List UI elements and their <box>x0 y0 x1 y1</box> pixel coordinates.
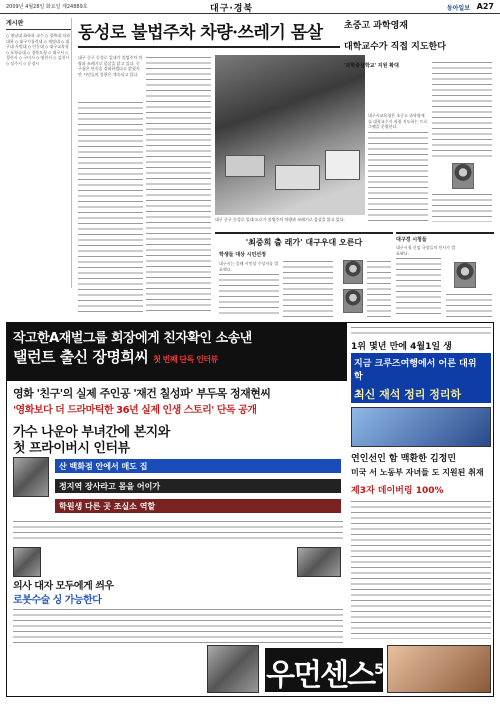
ad-right-box1 <box>351 353 491 403</box>
mid-box-lines3 <box>367 259 391 319</box>
section-title: 대구·경북 <box>210 4 254 14</box>
mid-box-subhead: 학생들 대상 시민선정 <box>219 252 266 258</box>
right-box-lines2 <box>446 292 492 318</box>
ad-banner <box>7 323 347 381</box>
ad-text-lines <box>13 607 343 643</box>
side-title-line1: 초중고 과학영재 <box>344 21 408 31</box>
car-shape <box>225 155 265 177</box>
side-story-col2-bottom <box>432 192 492 222</box>
ad-line7: 의사 대자 모두에게 씌우 <box>13 581 114 592</box>
ad-right-top-text: 1위 몇년 만에 4월1일 생 <box>351 342 452 352</box>
ad-text-lines <box>13 519 343 543</box>
right-box-lines <box>396 256 441 318</box>
bulletin-heading: 게시판 <box>6 18 71 30</box>
ad-banner-line1: 작고한A재벌그룹 회장에게 친자확인 소송낸 <box>13 331 252 346</box>
ad-strip1: 산 백화점 안에서 매도 집 <box>55 459 341 473</box>
magazine-issue: 5 <box>374 662 382 678</box>
portrait-photo <box>454 262 476 288</box>
ad-line4: '영화보다 더 드라마틱한 36년 실제 인생 스토리' 단독 공개 <box>13 405 257 416</box>
ad-right-lines <box>351 499 491 639</box>
right-box-body: 대구시청 신임 국장들의 인사가 발표됐다. <box>396 245 456 255</box>
bulletin-body: ◇ 영남대 화학과 교수 ◇ 경북대 의과대학 ◇ 대구가톨릭대 ◇ 계명대 ◇ 대구대 사범대 ◇ 안동대 ◇ 대구교육청 ◇ 포항공대 ◇ 경북도청 ◇ 대구시 ◇ 경산시 ◇ 구미시 ◇ 영천시 ◇ 김천시 ◇ 상주시 ◇ 문경시 <box>6 33 71 66</box>
mid-box-title: '최중희 출 래가' 대구우대 오른다 <box>245 238 363 247</box>
ad-line8: 로봇수술 싱 가능한다 <box>13 595 102 606</box>
issue-date: 2009년 4월28일 화요일 제24889호 <box>6 4 88 10</box>
ad-strip2: 정지역 장사라고 몸을 어이가 <box>55 479 341 493</box>
ad-strip3: 학원생 다른 곳 조실소 역할 <box>55 499 341 513</box>
ad-line3: 영화 '친구'의 실제 주인공 '재건 칠성파' 부두목 정재현씨 <box>13 387 271 400</box>
ad-photo <box>13 547 41 577</box>
photo-caption: 대구 중구 동성로 일대 도로가 불법주차 차량과 쓰레기로 몸살을 앓고 있다. <box>215 217 345 222</box>
mid-box-body: 대구시는 올해 시민상 수상자를 발표했다. <box>219 261 279 271</box>
ad-photo <box>207 645 259 693</box>
ad-photo <box>297 547 341 577</box>
ad-line6: 첫 프라이버시 인터뷰 <box>13 441 130 456</box>
side-subhead: '과학중심학교' 지원 확대 <box>344 63 399 69</box>
side-story-lines <box>368 130 428 225</box>
main-headline-box <box>78 18 340 48</box>
ad-right-box2: 최신 재석 정리 정리하 <box>354 388 462 401</box>
right-box-label: 대구경 시청들 <box>396 237 427 243</box>
ad-banner-line2-text: 탤런트 출신 장명희씨 <box>13 348 149 366</box>
mid-box-lines <box>219 272 279 318</box>
portrait-photo <box>452 163 474 189</box>
main-article-col1: 대구 중구 동성로 일대가 불법주차 차량과 쓰레기로 몸살을 앓고 있다. 중구청은 단속을 강화하겠다고 밝혔지만 시민들의 불편은 계속되고 있다. <box>78 55 143 77</box>
car-shape <box>325 150 360 180</box>
side-title-line2: 대학교수가 직접 지도한다 <box>344 42 446 52</box>
bulletin-column <box>6 18 72 288</box>
portrait-photo <box>343 260 363 284</box>
ad-banner-small: 첫 번째 단독 인터뷰 <box>153 355 218 364</box>
magazine-advertisement <box>6 322 494 697</box>
ad-right-lines <box>351 325 491 337</box>
right-box <box>396 232 494 320</box>
side-story-body: 대구시교육청은 초중고 과학영재를 대학교수가 직접 지도하는 프로그램을 운영한다. <box>368 113 428 130</box>
ad-banner-line2 <box>7 346 347 367</box>
ad-cover-photo <box>387 645 491 693</box>
main-article-col2 <box>146 55 211 315</box>
page-number: A27 <box>476 2 494 11</box>
paper-name: 동아일보 <box>446 5 470 12</box>
ad-right-top <box>351 325 491 352</box>
main-article-text-lines <box>78 100 143 315</box>
ad-right-box1-line: 지금 크루즈여행에서 어른 대위 학 <box>354 359 477 382</box>
ad-photo <box>13 457 49 497</box>
mid-box <box>215 232 393 320</box>
car-shape <box>275 165 320 190</box>
ad-right-photo <box>351 407 491 447</box>
ad-line5: 가수 나운아 부녀간에 본지와 <box>13 425 170 440</box>
magazine-title <box>265 648 383 692</box>
main-headline: 동성로 불법주차 차량·쓰레기 몸살 <box>78 23 323 43</box>
mid-box-lines2 <box>283 259 333 319</box>
side-story-col2 <box>432 60 492 160</box>
ad-right-mid3: 제3자 데이버링 100% <box>351 486 444 496</box>
ad-right-mid1: 연인선인 함 맥환한 김정민 <box>351 454 457 464</box>
portrait-photo <box>343 289 363 313</box>
magazine-title-text: 우먼센스 <box>266 658 375 693</box>
page-header <box>0 0 500 14</box>
ad-right-mid2: 미국 서 노동부 자녀들 도 지원된 취재 <box>351 468 484 477</box>
